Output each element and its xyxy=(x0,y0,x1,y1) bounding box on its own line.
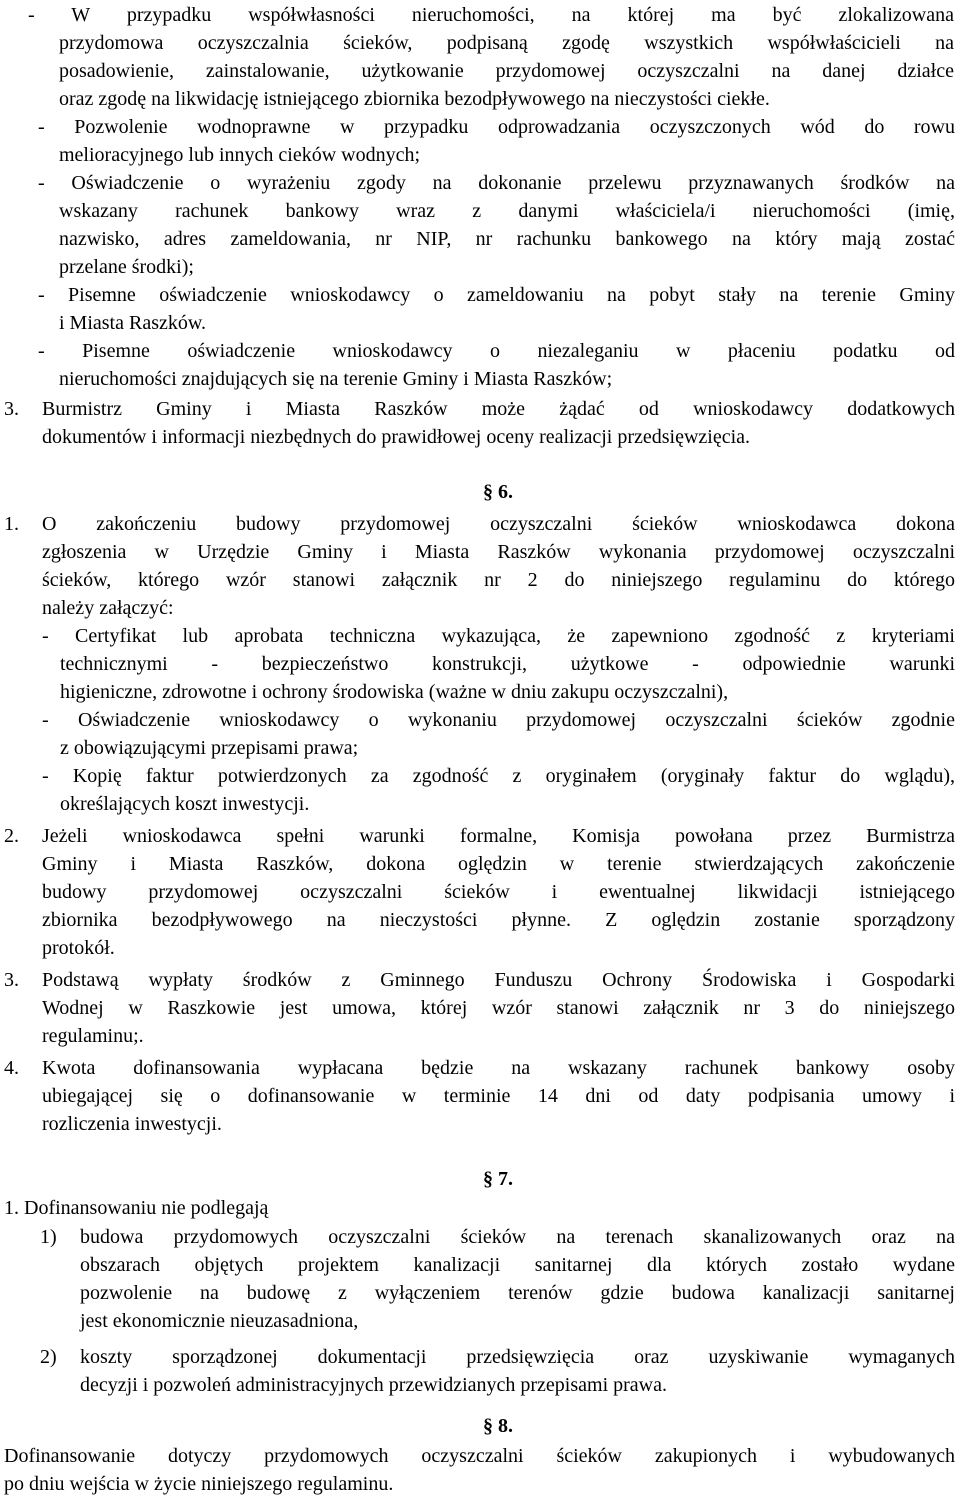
text-line-content: 1) xyxy=(40,1226,57,1248)
text-line-content: melioracyjnego lub innych cieków wodnych; xyxy=(59,144,421,166)
text-line xyxy=(42,621,960,651)
text-line xyxy=(42,394,960,424)
text-line xyxy=(4,1469,960,1499)
text-line-content: - Pisemne oświadczenie wnioskodawcy o zameldowaniu na pobyt stały na terenie Gminy xyxy=(38,284,955,306)
text-line-content: 3. xyxy=(4,969,19,991)
text-line-content: - Certyfikat lub aprobata techniczna wykazująca, że zapewniono zgodność z kryteriami xyxy=(42,625,955,647)
section-heading xyxy=(483,1164,960,1194)
text-line-content: jest ekonomicznie nieuzasadniona, xyxy=(80,1310,359,1332)
text-line-content: - Oświadczenie o wyrażeniu zgody na dokonanie przelewu przyznawanych środków na xyxy=(38,172,955,194)
text-line-content: Jeżeli wnioskodawca spełni warunki formalne, Komisja powołana przez Burmistrza xyxy=(42,825,955,847)
text-line xyxy=(42,509,960,539)
text-line xyxy=(38,112,960,142)
text-line xyxy=(42,705,960,735)
text-line-content: Wodnej w Raszkowie jest umowa, której wzór stanowi załącznik nr 3 do niniejszego xyxy=(42,997,955,1019)
text-line-content: zbiornika bezodpływowego na nieczystości płynne. Z oględzin zostanie sporządzony xyxy=(42,909,955,931)
text-line xyxy=(4,1193,960,1223)
text-line-content: 2) xyxy=(40,1346,57,1368)
text-line xyxy=(59,364,960,394)
text-line-content: rozliczenia inwestycji. xyxy=(42,1113,222,1135)
text-line-content: - W przypadku współwłasności nieruchomości, na której ma być zlokalizowana xyxy=(28,4,954,26)
text-line xyxy=(42,849,960,879)
text-line xyxy=(59,84,960,114)
text-line xyxy=(60,789,960,819)
text-line xyxy=(80,1370,960,1400)
text-line-content: budowy przydomowej oczyszczalni ścieków i ewentualnej likwidacji istniejącego xyxy=(42,881,955,903)
text-line-content: obszarach objętych projektem kanalizacji sanitarnej dla których zostało wydane xyxy=(80,1254,955,1276)
text-line xyxy=(80,1342,960,1372)
text-line xyxy=(42,1109,960,1139)
text-line xyxy=(42,565,960,595)
text-line-content: Podstawą wypłaty środków z Gminnego Funduszu Ochrony Środowiska i Gospodarki xyxy=(42,969,955,991)
text-line xyxy=(28,0,960,30)
text-line-content: przydomowa oczyszczalnia ścieków, podpisaną zgodę wszystkich współwłaścicieli na xyxy=(59,32,954,54)
text-line-content: przelane środki); xyxy=(59,256,194,278)
text-line-content: § 6. xyxy=(483,481,513,503)
text-line xyxy=(60,677,960,707)
text-line-content: 3. xyxy=(4,398,19,420)
text-line xyxy=(59,56,960,86)
text-line xyxy=(59,308,960,338)
text-line xyxy=(80,1306,960,1336)
text-line-content: koszty sporządzonej dokumentacji przedsięwzięcia oraz uzyskiwanie wymaganych xyxy=(80,1346,955,1368)
text-line-content: po dniu wejścia w życie niniejszego regulaminu. xyxy=(4,1473,394,1495)
text-line xyxy=(60,733,960,763)
text-line-content: protokół. xyxy=(42,937,115,959)
text-line-content: określających koszt inwestycji. xyxy=(60,793,310,815)
text-line xyxy=(42,877,960,907)
text-line xyxy=(38,168,960,198)
text-line-content: O zakończeniu budowy przydomowej oczyszczalni ścieków wnioskodawca dokona xyxy=(42,513,955,535)
text-line-content: Gminy i Miasta Raszków, dokona oględzin w terenie stwierdzających zakończenie xyxy=(42,853,955,875)
text-line-content: - Oświadczenie wnioskodawcy o wykonaniu przydomowej oczyszczalni ścieków zgodnie xyxy=(42,709,955,731)
text-line xyxy=(59,28,960,58)
text-line-content: 1. Dofinansowaniu nie podlegają xyxy=(4,1197,269,1219)
text-line xyxy=(42,422,960,452)
text-line-content: § 8. xyxy=(483,1415,513,1437)
text-line-content: nieruchomości znajdujących się na terenie Gminy i Miasta Raszków; xyxy=(59,368,613,390)
text-line xyxy=(80,1222,960,1252)
text-line-content: dokumentów i informacji niezbędnych do prawidłowej oceny realizacji przedsięwzięcia. xyxy=(42,426,751,448)
text-line-content: i Miasta Raszków. xyxy=(59,312,207,334)
text-line-content: budowa przydomowych oczyszczalni ścieków na terenach skanalizowanych oraz na xyxy=(80,1226,955,1248)
text-line-content: regulaminu;. xyxy=(42,1025,144,1047)
text-line xyxy=(59,140,960,170)
text-line-content: - Pisemne oświadczenie wnioskodawcy o niezaleganiu w płaceniu podatku od xyxy=(38,340,955,362)
text-line xyxy=(38,280,960,310)
text-line xyxy=(38,336,960,366)
text-line-content: wskazany rachunek bankowy wraz z danymi właściciela/i nieruchomości (imię, xyxy=(59,200,955,222)
text-line-content: posadowienie, zainstalowanie, użytkowanie przydomowej oczyszczalni na danej działce xyxy=(59,60,954,82)
text-line xyxy=(42,1053,960,1083)
text-line xyxy=(59,224,960,254)
text-line xyxy=(42,1021,960,1051)
text-line xyxy=(80,1278,960,1308)
text-line xyxy=(59,196,960,226)
text-line-content: nazwisko, adres zameldowania, nr NIP, nr rachunku bankowego na który mają zostać xyxy=(59,228,955,250)
text-line xyxy=(80,1250,960,1280)
text-line xyxy=(4,1441,960,1471)
text-line-content: pozwolenie na budowę z wyłączeniem terenów gdzie budowa kanalizacji sanitarnej xyxy=(80,1282,955,1304)
section-heading xyxy=(483,477,960,507)
text-line-content: 1. xyxy=(4,513,19,535)
text-line xyxy=(42,993,960,1023)
text-line xyxy=(59,252,960,282)
text-line-content: ścieków, którego wzór stanowi załącznik nr 2 do niniejszego regulaminu do którego xyxy=(42,569,955,591)
text-line-content: higieniczne, zdrowotne i ochrony środowiska (ważne w dniu zakupu oczyszczalni), xyxy=(60,681,729,703)
text-line-content: - Pozwolenie wodnoprawne w przypadku odprowadzania oczyszczonych wód do rowu xyxy=(38,116,955,138)
text-line-content: oraz zgodę na likwidację istniejącego zbiornika bezodpływowego na nieczystości ciekłe. xyxy=(59,88,770,110)
text-line xyxy=(42,965,960,995)
text-line-content: zgłoszenia w Urzędzie Gminy i Miasta Raszków wykonania przydomowej oczyszczalni xyxy=(42,541,955,563)
text-line-content: Dofinansowanie dotyczy przydomowych oczyszczalni ścieków zakupionych i wybudowanych xyxy=(4,1445,955,1467)
text-line xyxy=(42,905,960,935)
text-line xyxy=(42,761,960,791)
text-line-content: Burmistrz Gminy i Miasta Raszków może żądać od wnioskodawcy dodatkowych xyxy=(42,398,955,420)
text-line-content: decyzji i pozwoleń administracyjnych przewidzianych przepisami prawa. xyxy=(80,1374,667,1396)
text-line-content: § 7. xyxy=(483,1168,513,1190)
text-line-content: należy załączyć: xyxy=(42,597,174,619)
text-line-content: technicznymi - bezpieczeństwo konstrukcji, użytkowe - odpowiednie warunki xyxy=(60,653,955,675)
section-heading xyxy=(483,1411,960,1441)
text-line xyxy=(60,649,960,679)
text-line xyxy=(42,537,960,567)
text-line-content: 2. xyxy=(4,825,19,847)
text-line xyxy=(42,1081,960,1111)
text-line xyxy=(42,933,960,963)
text-line-content: ubiegającej się o dofinansowanie w terminie 14 dni od daty podpisania umowy i xyxy=(42,1085,955,1107)
text-line-content: 4. xyxy=(4,1057,19,1079)
text-line-content: z obowiązującymi przepisami prawa; xyxy=(60,737,359,759)
text-line xyxy=(42,821,960,851)
text-line-content: Kwota dofinansowania wypłacana będzie na wskazany rachunek bankowy osoby xyxy=(42,1057,955,1079)
text-line-content: - Kopię faktur potwierdzonych za zgodność z oryginałem (oryginały faktur do wglądu), xyxy=(42,765,955,787)
text-line xyxy=(42,593,960,623)
